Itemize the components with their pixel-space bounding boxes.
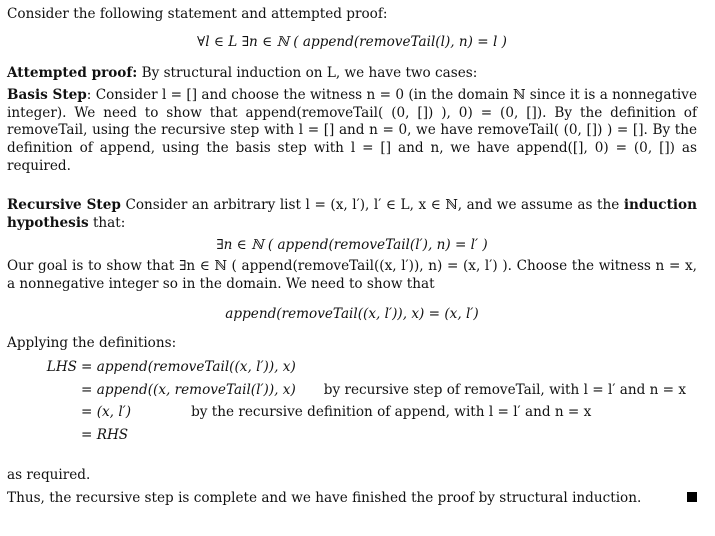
recursive-step-text-2: that: bbox=[92, 215, 126, 232]
as-required-text: as required. bbox=[7, 466, 91, 483]
derivation-expr: = (x, l′) bbox=[81, 404, 132, 421]
attempted-proof-label: Attempted proof: bbox=[7, 65, 138, 82]
conclusion-text: Thus, the recursive step is complete and we have finished the proof by structural induction. bbox=[7, 490, 642, 507]
recursive-step-text-1: Consider an arbitrary list l = (x, l′), l′ ∈ L, x ∈ ℕ, and we assume as the bbox=[125, 197, 620, 214]
derivation-reason: by the recursive definition of append, with l = l′ and n = x bbox=[191, 404, 592, 421]
goal-formula: append(removeTail((x, l′)), x) = (x, l′) bbox=[225, 305, 479, 322]
derivation-reason: by recursive step of removeTail, with l = l′ and n = x bbox=[323, 381, 687, 398]
conclusion-line bbox=[7, 490, 697, 508]
derivation-row bbox=[17, 382, 697, 400]
derivation-row bbox=[17, 359, 697, 377]
derivation-row bbox=[17, 404, 697, 422]
derivation-left bbox=[17, 382, 81, 400]
derivation-expr: = append((x, removeTail(l′)), x) bbox=[81, 381, 296, 398]
derivation-expr: = append(removeTail((x, l′)), x) bbox=[81, 359, 296, 376]
recursive-step-label: Recursive Step bbox=[7, 197, 121, 214]
qed-square-icon bbox=[687, 492, 697, 502]
basis-step-label: Basis Step bbox=[7, 87, 87, 104]
intro-text: Consider the following statement and attempted proof: bbox=[7, 6, 388, 22]
statement-formula: ∀l ∈ L ∃n ∈ ℕ ( append(removeTail(l), n) = l ) bbox=[197, 33, 507, 50]
derivation-left bbox=[17, 404, 81, 422]
attempted-proof-text: By structural induction on L, we have two cases: bbox=[141, 65, 478, 82]
hypothesis-formula: ∃n ∈ ℕ ( append(removeTail(l′), n) = l′ ) bbox=[216, 236, 488, 253]
derivation-row bbox=[17, 427, 697, 445]
derivation-left bbox=[17, 427, 81, 445]
attempted-proof-line bbox=[7, 65, 697, 83]
derivation-expr: = RHS bbox=[81, 427, 129, 444]
basis-step-text: : Consider l = [] and choose the witness n = 0 (in the domain ℕ since it is a nonnegative integer). We need to show that append(removeTail( (0, []) ), 0) = (0, []). By the definition of removeTail, using the recursive step with l = [] and n = 0, we have removeTail( (0, []) ) = []. By the definition of append, using the basis step with l = [] and n, we have append([], 0) = (0, []) as required. bbox=[7, 87, 697, 174]
document-page bbox=[7, 6, 697, 508]
derivation-left: LHS bbox=[46, 359, 77, 376]
derivation-block bbox=[17, 359, 697, 445]
goal-paragraph: Our goal is to show that ∃n ∈ ℕ ( append(removeTail((x, l′)), n) = (x, l′) ). Choose the witness n = x, a nonnegative integer so in the domain. We need to show that bbox=[7, 258, 697, 293]
applying-definitions-text: Applying the definitions: bbox=[7, 335, 177, 352]
basis-step-paragraph bbox=[7, 87, 697, 175]
recursive-step-intro bbox=[7, 197, 697, 232]
induction-hypothesis-label: induction hypothesis bbox=[7, 197, 697, 232]
